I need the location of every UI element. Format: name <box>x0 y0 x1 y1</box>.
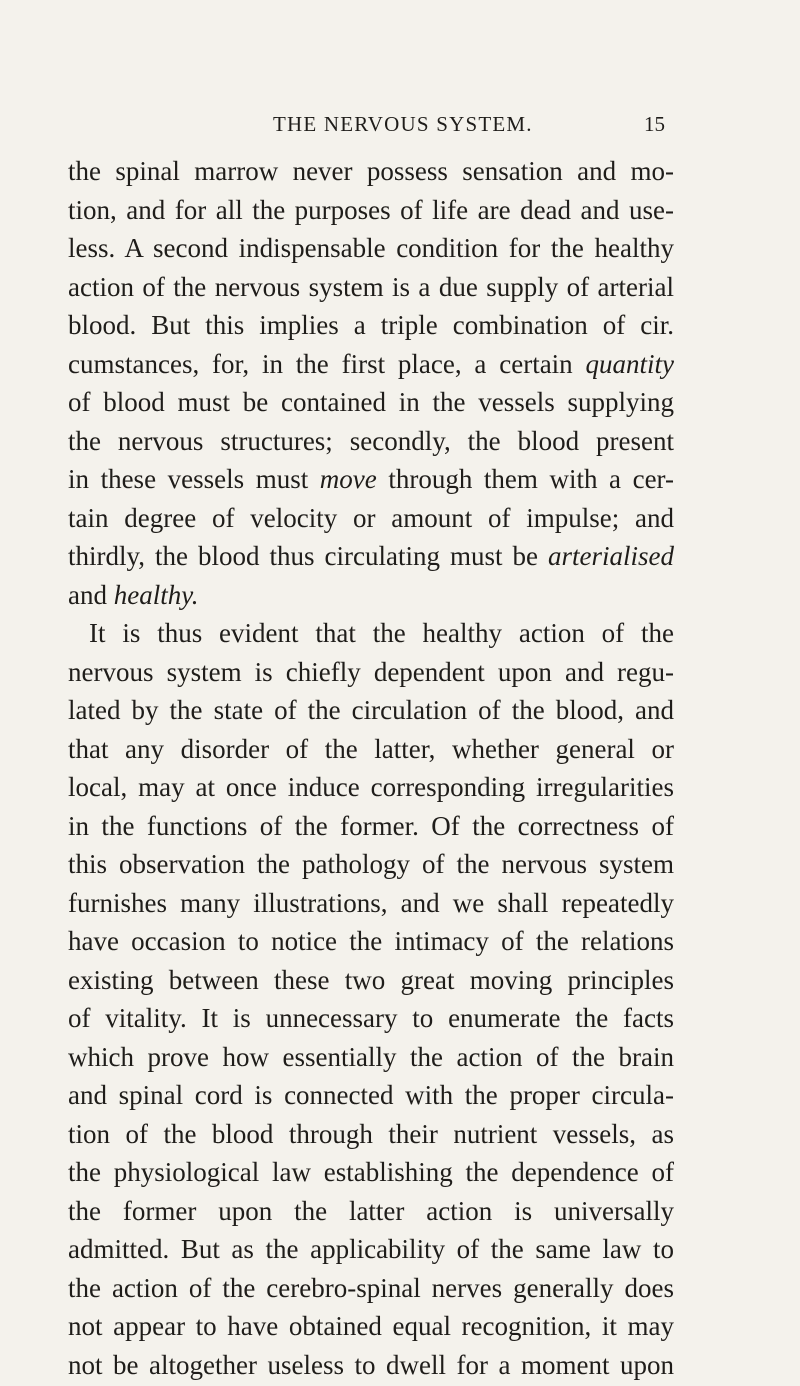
text-line <box>68 1038 674 1077</box>
text-line <box>68 383 674 422</box>
text-segment: furnishes many illustrations, and we shall repeatedly <box>68 887 674 918</box>
text-line <box>68 1076 674 1115</box>
text-segment: in the functions of the former. Of the correctness of <box>68 810 674 841</box>
text-line <box>68 306 674 345</box>
text-segment: tion of the blood through their nutrient vessels, as <box>68 1118 674 1149</box>
text-line <box>68 768 674 807</box>
text-segment: the former upon the latter action is universally <box>68 1195 674 1226</box>
text-segment: the physiological law establishing the dependence of <box>68 1157 674 1187</box>
text-line <box>68 345 674 384</box>
text-line <box>68 191 674 230</box>
text-line <box>68 884 674 923</box>
text-segment: lated by the state of the circulation of the blood, and <box>68 695 674 725</box>
text-segment: the nervous structures; secondly, the blood present <box>68 425 674 456</box>
text-segment: of vitality. It is unnecessary to enumerate the facts <box>68 1003 674 1033</box>
text-segment: of blood must be contained in the vessels supplying <box>68 387 674 417</box>
text-segment: admitted. But as the applicability of the same law to <box>68 1234 674 1264</box>
text-segment: local, may at once induce corresponding irregularities <box>68 772 674 802</box>
italic-text: quantity <box>585 348 674 379</box>
text-segment: not appear to have obtained equal recognition, it may <box>68 1311 674 1341</box>
text-line <box>68 922 674 961</box>
text-line <box>68 229 674 268</box>
text-segment: and <box>68 579 114 610</box>
text-segment: this observation the pathology of the nervous system <box>68 849 674 879</box>
text-segment: have occasion to notice the intimacy of the relations <box>68 926 674 956</box>
text-line <box>68 1153 674 1192</box>
text-segment: less. A second indispensable condition for the healthy <box>68 233 674 263</box>
text-line <box>68 268 674 307</box>
text-line <box>68 1230 674 1269</box>
text-line <box>68 730 674 769</box>
text-segment: through them with a cer- <box>376 464 674 494</box>
page-header <box>0 112 800 142</box>
text-segment: which prove how essentially the action of the brain <box>68 1041 674 1072</box>
text-line <box>68 691 674 730</box>
text-line <box>68 499 674 538</box>
text-segment: blood. But this implies a triple combination of cir. <box>68 310 674 340</box>
text-segment: not be altogether useless to dwell for a moment upon <box>68 1349 674 1380</box>
text-segment: cumstances, for, in the first place, a certain <box>68 348 586 379</box>
text-line <box>68 1269 674 1308</box>
text-segment: in these vessels must <box>68 464 320 494</box>
text-line <box>68 460 674 499</box>
text-segment: existing between these two great moving principles <box>68 964 674 995</box>
text-line <box>68 845 674 884</box>
text-segment: nervous system is chiefly dependent upon and regu- <box>68 656 674 687</box>
text-segment: tain degree of velocity or amount of impulse; and <box>68 502 674 533</box>
text-line <box>68 1307 674 1346</box>
italic-text: healthy. <box>113 579 199 610</box>
text-line <box>68 537 674 576</box>
italic-text: arterialised <box>548 541 674 571</box>
text-line <box>68 1115 674 1154</box>
text-segment: the spinal marrow never possess sensation and mo- <box>68 156 674 186</box>
text-line <box>68 807 674 846</box>
text-line <box>68 422 674 461</box>
body-text <box>68 152 674 1384</box>
text-segment: It is thus evident that the healthy action of the <box>89 618 674 648</box>
text-line <box>68 576 674 615</box>
text-line <box>68 653 674 692</box>
text-line <box>68 999 674 1038</box>
text-line <box>68 961 674 1000</box>
text-segment: and spinal cord is connected with the proper circula- <box>68 1080 674 1110</box>
text-segment: action of the nervous system is a due supply of arterial <box>68 271 674 302</box>
text-segment: that any disorder of the latter, whether general or <box>68 733 674 764</box>
page-number: 15 <box>644 112 665 136</box>
text-line <box>68 152 674 191</box>
text-line <box>68 1192 674 1231</box>
text-line <box>68 1346 674 1385</box>
running-title: THE NERVOUS SYSTEM. <box>273 112 533 136</box>
text-segment: the action of the cerebro-spinal nerves generally does <box>68 1272 674 1303</box>
italic-text: move <box>319 464 377 494</box>
text-line <box>68 614 674 653</box>
text-segment: tion, and for all the purposes of life are dead and use- <box>68 194 674 225</box>
text-segment: thirdly, the blood thus circulating must be <box>68 541 548 571</box>
